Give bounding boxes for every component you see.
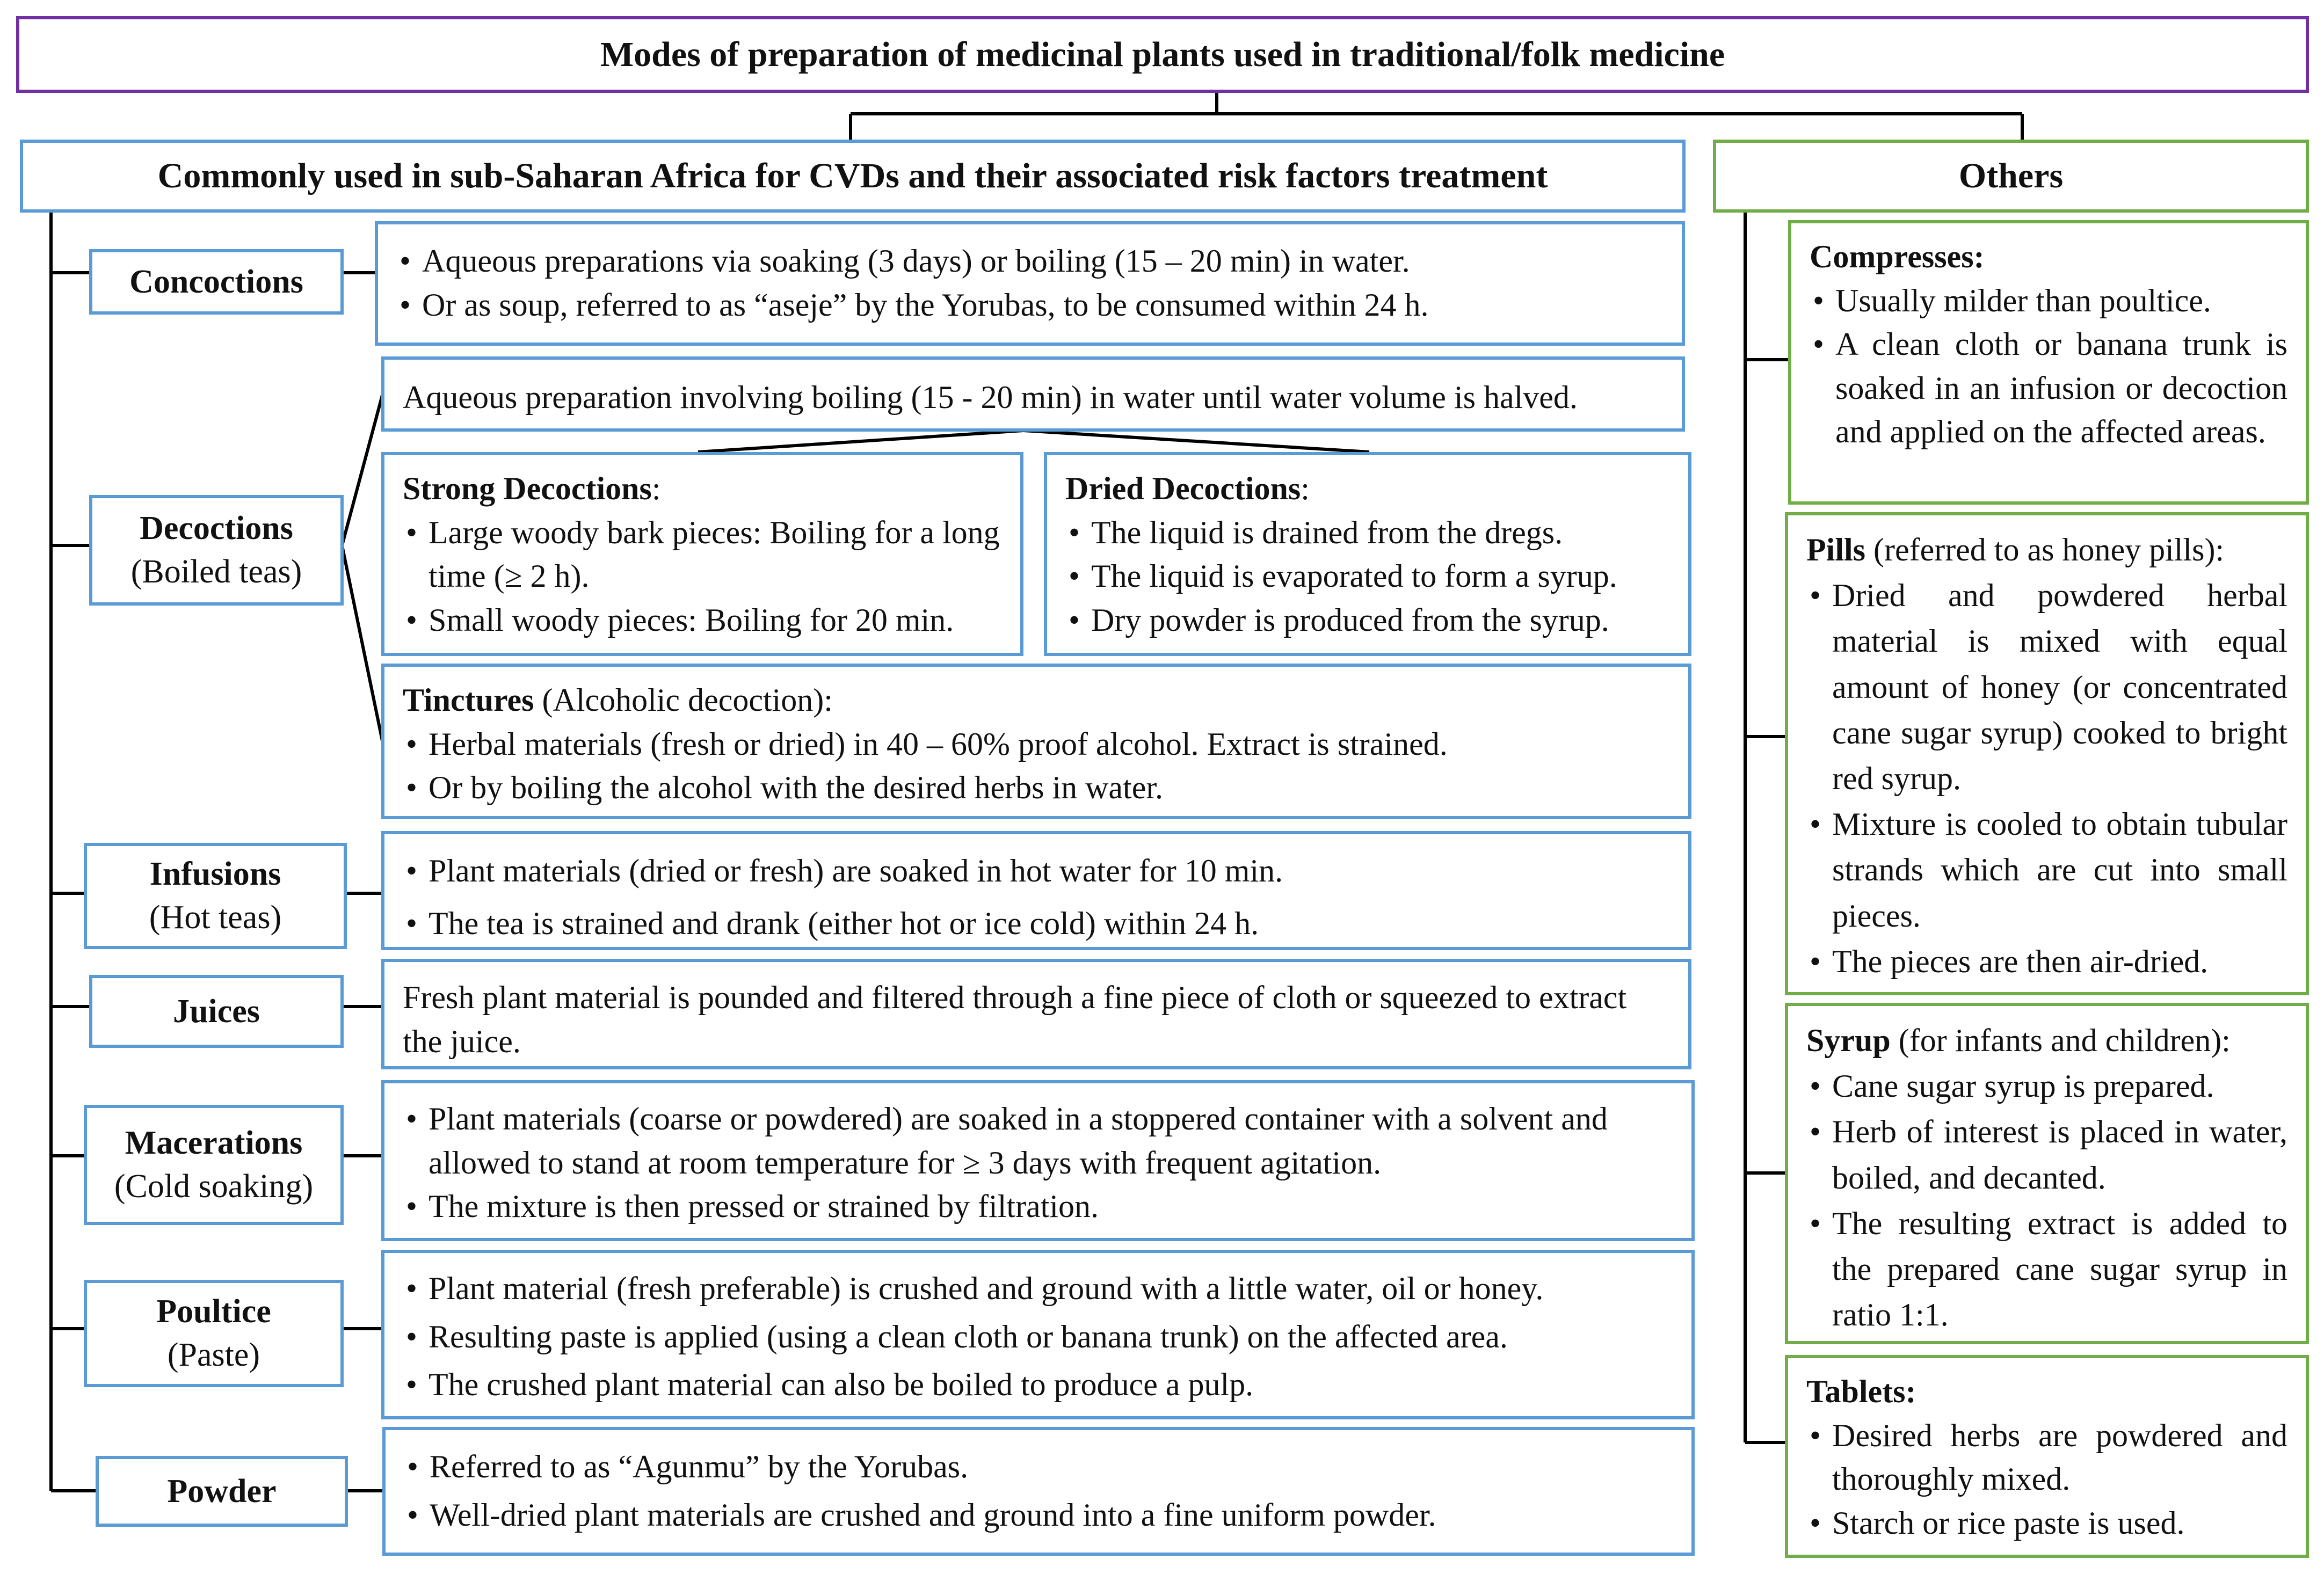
juices-content-box xyxy=(381,959,1691,1069)
poultice-content-box xyxy=(381,1250,1695,1419)
infusions-label-box xyxy=(84,843,347,949)
tinctures-suffix: (Alcoholic decoction): xyxy=(534,682,833,718)
list-item: • Plant materials (dried or fresh) are soaked in hot water for 10 min. xyxy=(403,849,1670,893)
list-item: • Cane sugar syrup is prepared. xyxy=(1806,1063,2287,1109)
compresses-box xyxy=(1788,220,2309,505)
left-header-box xyxy=(20,140,1686,213)
list-item: • Usually milder than poultice. xyxy=(1810,279,2287,323)
pills-heading: Pills xyxy=(1806,532,1866,567)
powder-content-box xyxy=(382,1427,1695,1556)
list-item: • Large woody bark pieces: Boiling for a long time (≥ 2 h). xyxy=(403,511,1002,599)
list-item: • The pieces are then air-dried. xyxy=(1806,939,2287,985)
strong-decoctions-list xyxy=(403,511,1002,643)
left-header: Commonly used in sub-Saharan Africa for CVDs and their associated risk factors treatment xyxy=(157,156,1548,195)
compresses-heading: Compresses: xyxy=(1810,239,1985,274)
pills-list xyxy=(1806,573,2287,985)
list-item: • Or by boiling the alcohol with the desired herbs in water. xyxy=(403,766,1670,810)
powder-list xyxy=(404,1445,1673,1537)
list-item: • Referred to as “Agunmu” by the Yorubas. xyxy=(404,1445,1673,1489)
macerations-sublabel: (Cold soaking) xyxy=(114,1168,314,1205)
list-item: • Well-dried plant materials are crushed and ground into a fine uniform powder. xyxy=(404,1493,1673,1537)
compresses-list xyxy=(1810,279,2287,454)
list-item: • Dry powder is produced from the syrup. xyxy=(1065,599,1670,643)
poultice-label: Poultice xyxy=(156,1293,271,1330)
tinctures-heading: Tinctures xyxy=(403,682,534,718)
concoctions-list xyxy=(396,239,1664,327)
tinctures-list xyxy=(403,723,1670,810)
poultice-list xyxy=(403,1267,1673,1407)
macerations-label-box xyxy=(84,1105,344,1225)
list-item: • Herbal materials (fresh or dried) in 40 – 60% proof alcohol. Extract is strained. xyxy=(403,723,1670,767)
list-item: • A clean cloth or banana trunk is soaked in an infusion or decoction and applied on the affected areas. xyxy=(1810,323,2287,454)
macerations-content-box xyxy=(381,1080,1695,1241)
poultice-sublabel: (Paste) xyxy=(167,1337,260,1373)
list-item: • Small woody pieces: Boiling for 20 min. xyxy=(403,599,1002,643)
right-header-box xyxy=(1713,140,2309,213)
list-item: • Resulting paste is applied (using a clean cloth or banana trunk) on the affected area. xyxy=(403,1315,1673,1359)
syrup-heading: Syrup xyxy=(1806,1023,1891,1058)
dried-decoctions-suffix: : xyxy=(1301,471,1310,506)
juices-label-box xyxy=(89,975,344,1048)
decoctions-label: Decoctions xyxy=(140,510,293,547)
poultice-label-box xyxy=(84,1280,344,1387)
tablets-list xyxy=(1806,1414,2287,1546)
list-item: • The liquid is evaporated to form a syrup. xyxy=(1065,555,1670,599)
list-item: • Herb of interest is placed in water, boiled, and decanted. xyxy=(1806,1109,2287,1200)
pills-suffix: (referred to as honey pills): xyxy=(1865,532,2225,567)
macerations-list xyxy=(403,1097,1673,1229)
syrup-box xyxy=(1785,1003,2309,1344)
list-item: • The tea is strained and drank (either hot or ice cold) within 24 h. xyxy=(403,902,1670,946)
powder-label-box xyxy=(96,1456,348,1527)
decoctions-intro: Aqueous preparation involving boiling (15 - 20 min) in water until water volume is halved. xyxy=(403,380,1578,415)
strong-decoctions-heading: Strong Decoctions xyxy=(403,471,652,506)
list-item: • The crushed plant material can also be boiled to produce a pulp. xyxy=(403,1363,1673,1407)
concoctions-content-box xyxy=(375,221,1685,346)
infusions-list xyxy=(403,849,1670,945)
list-item: • Aqueous preparations via soaking (3 days) or boiling (15 – 20 min) in water. xyxy=(396,239,1664,283)
macerations-label: Macerations xyxy=(125,1125,303,1162)
decoctions-intro-box xyxy=(381,356,1685,432)
list-item: • Mixture is cooled to obtain tubular strands which are cut into small pieces. xyxy=(1806,801,2287,939)
tinctures-box xyxy=(381,664,1691,819)
list-item: • Starch or rice paste is used. xyxy=(1806,1502,2287,1546)
list-item: • The liquid is drained from the dregs. xyxy=(1065,511,1670,555)
dried-decoctions-heading: Dried Decoctions xyxy=(1065,471,1301,506)
tablets-box xyxy=(1785,1355,2309,1558)
dried-decoctions-list xyxy=(1065,511,1670,643)
diagram-title: Modes of preparation of medicinal plants used in traditional/folk medicine xyxy=(600,34,1725,74)
syrup-list xyxy=(1806,1063,2287,1338)
powder-label: Powder xyxy=(167,1473,277,1510)
right-header: Others xyxy=(1958,156,2064,195)
list-item: • The mixture is then pressed or strained by filtration. xyxy=(403,1185,1673,1229)
strong-decoctions-box xyxy=(381,452,1023,656)
list-item: • Plant materials (coarse or powdered) are soaked in a stoppered container with a solvent and allowed to stand at room temperature for ≥ 3 days with frequent agitation. xyxy=(403,1097,1673,1185)
concoctions-label-box xyxy=(89,249,344,315)
dried-decoctions-box xyxy=(1044,452,1691,656)
list-item: • Plant material (fresh preferable) is crushed and ground with a little water, oil or honey. xyxy=(403,1267,1673,1311)
pills-box xyxy=(1785,512,2309,995)
tablets-heading: Tablets: xyxy=(1806,1374,1916,1409)
decoctions-sublabel: (Boiled teas) xyxy=(130,553,302,590)
list-item: • The resulting extract is added to the prepared cane sugar syrup in ratio 1:1. xyxy=(1806,1201,2287,1338)
infusions-content-box xyxy=(381,831,1691,950)
list-item: • Desired herbs are powdered and thoroughly mixed. xyxy=(1806,1414,2287,1502)
concoctions-label: Concoctions xyxy=(129,263,303,300)
infusions-label: Infusions xyxy=(149,856,281,893)
infusions-sublabel: (Hot teas) xyxy=(149,899,282,936)
juices-text: Fresh plant material is pounded and filtered through a fine piece of cloth or squeezed to extract the juice. xyxy=(403,980,1627,1059)
strong-decoctions-suffix: : xyxy=(651,471,661,506)
decoctions-label-box xyxy=(89,495,344,606)
list-item: • Dried and powdered herbal material is mixed with equal amount of honey (or concentrated cane sugar syrup) cooked to bright red syrup. xyxy=(1806,573,2287,801)
syrup-suffix: (for infants and children): xyxy=(1890,1023,2231,1058)
list-item: • Or as soup, referred to as “aseje” by the Yorubas, to be consumed within 24 h. xyxy=(396,283,1664,327)
diagram-title-box xyxy=(16,16,2309,93)
juices-label: Juices xyxy=(173,993,260,1030)
